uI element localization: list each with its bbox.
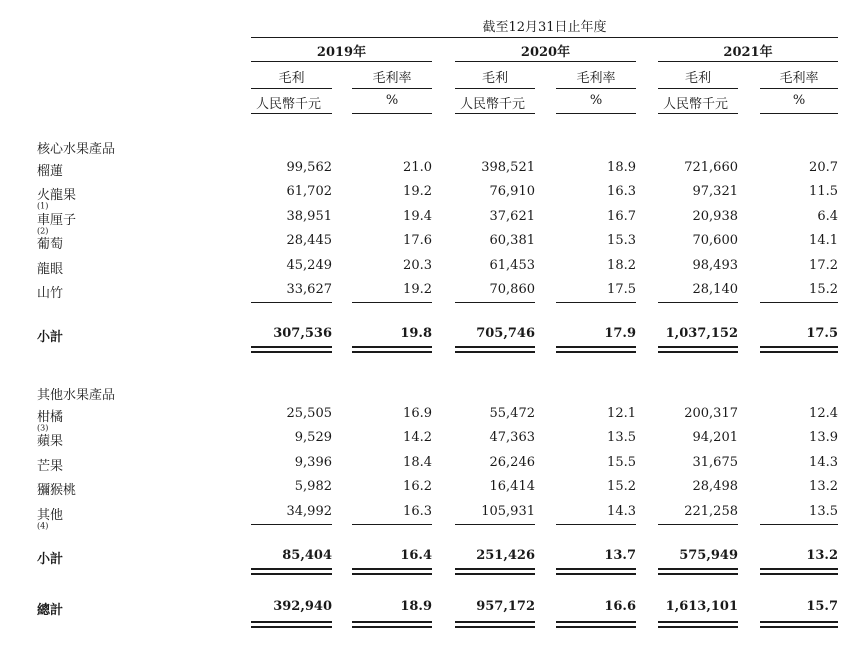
margin-cell: 11.5 <box>809 184 838 200</box>
margin-cell: 13.7 <box>604 548 636 563</box>
margin-cell: 13.5 <box>607 430 636 446</box>
margin-cell: 18.9 <box>400 599 432 614</box>
footnote-marker: (2) <box>37 226 49 236</box>
subtotal-top-rule <box>455 524 535 525</box>
margin-cell: 15.3 <box>607 233 636 249</box>
total-double-rule <box>455 621 535 623</box>
subtotal-double-rule <box>556 346 636 348</box>
subtotal-double-rule <box>352 568 432 570</box>
total-double-rule <box>658 626 738 628</box>
gross-profit-cell: 16,414 <box>489 479 535 495</box>
margin-cell: 16.6 <box>604 599 636 614</box>
gross-profit-cell: 721,660 <box>684 160 738 175</box>
margin-cell: 18.9 <box>607 160 636 175</box>
margin-cell: 14.3 <box>607 503 636 519</box>
margin-cell: 15.5 <box>607 454 636 470</box>
margin-cell: 18.2 <box>607 257 636 273</box>
margin-cell: 17.6 <box>403 233 432 249</box>
product-name: 榴蓮 <box>37 164 64 179</box>
year-heading: 2020年 <box>520 45 571 60</box>
gross-profit-cell: 9,396 <box>294 454 332 470</box>
total-double-rule <box>760 621 838 623</box>
subtotal-double-rule <box>556 568 636 570</box>
margin-cell: 20.7 <box>809 160 838 175</box>
margin-cell: 20.3 <box>403 257 432 273</box>
gross-profit-cell: 575,949 <box>679 548 738 563</box>
margin-cell: 13.2 <box>809 479 838 495</box>
product-name: 其他 <box>37 507 64 523</box>
subtotal-double-rule <box>658 346 738 348</box>
subtotal-top-rule <box>251 524 332 525</box>
gross-profit-cell: 34,992 <box>286 503 332 519</box>
gross-profit-cell: 61,702 <box>286 184 332 200</box>
gross-profit-cell: 200,317 <box>684 406 738 421</box>
gross-profit-cell: 47,363 <box>489 430 535 446</box>
margin-cell: 17.5 <box>607 282 636 297</box>
product-name: 獼猴桃 <box>37 483 77 499</box>
column-header-rule <box>658 88 738 89</box>
gross-profit-cell: 60,381 <box>489 233 535 249</box>
margin-column-header: 毛利率 <box>372 71 412 86</box>
subtotal-double-rule <box>251 573 332 575</box>
unit-rmb-thousand: 人民幣千元 <box>460 97 526 112</box>
total-double-rule <box>352 621 432 623</box>
margin-cell: 12.4 <box>809 406 838 421</box>
subtotal-double-rule <box>760 351 838 353</box>
total-double-rule <box>251 621 332 623</box>
margin-cell: 13.9 <box>809 430 838 446</box>
margin-cell: 16.2 <box>403 479 432 495</box>
subtotal-top-rule <box>658 302 738 303</box>
gross-profit-cell: 85,404 <box>282 548 332 563</box>
subtotal-top-rule <box>352 524 432 525</box>
subtotal-top-rule <box>455 302 535 303</box>
margin-cell: 15.7 <box>806 599 838 614</box>
margin-column-header: 毛利率 <box>779 71 819 86</box>
subtotal-top-rule <box>760 302 838 303</box>
gross-profit-cell: 25,505 <box>286 406 332 421</box>
product-name: 車厘子 <box>37 212 77 228</box>
gross-profit-cell: 55,472 <box>489 406 535 421</box>
gross-profit-cell: 251,426 <box>476 548 535 563</box>
subtotal-double-rule <box>658 568 738 570</box>
gross-profit-cell: 38,951 <box>286 208 332 224</box>
footnote-marker: (4) <box>37 521 49 531</box>
total-label: 總計 <box>37 603 64 618</box>
subtotal-double-rule <box>658 351 738 353</box>
gross-profit-cell: 70,600 <box>692 233 738 249</box>
margin-cell: 12.1 <box>607 406 636 421</box>
subtotal-top-rule <box>352 302 432 303</box>
margin-cell: 16.3 <box>607 184 636 200</box>
year-rule <box>455 61 636 62</box>
gross-profit-cell: 307,536 <box>273 326 332 341</box>
margin-cell: 13.2 <box>806 548 838 563</box>
subtotal-label: 小計 <box>37 330 64 345</box>
subtotal-double-rule <box>455 568 535 570</box>
footnote-marker: (3) <box>37 423 49 433</box>
unit-percent: % <box>385 93 399 108</box>
gross-profit-cell: 957,172 <box>476 599 535 614</box>
subtotal-top-rule <box>556 524 636 525</box>
margin-cell: 14.1 <box>809 233 838 249</box>
product-name: 山竹 <box>37 286 64 301</box>
margin-cell: 15.2 <box>809 282 838 297</box>
gross-profit-cell: 70,860 <box>489 282 535 297</box>
subtotal-double-rule <box>658 573 738 575</box>
gross-profit-cell: 1,613,101 <box>665 599 738 614</box>
gross-profit-column-header: 毛利 <box>481 71 508 86</box>
column-header-rule <box>455 88 535 89</box>
margin-cell: 19.2 <box>403 184 432 200</box>
gross-profit-cell: 20,938 <box>692 208 738 224</box>
total-double-rule <box>556 626 636 628</box>
subtotal-double-rule <box>760 573 838 575</box>
unit-rmb-thousand: 人民幣千元 <box>663 97 729 112</box>
margin-cell: 19.2 <box>403 282 432 297</box>
unit-rule <box>352 113 432 114</box>
subtotal-double-rule <box>352 346 432 348</box>
margin-cell: 6.4 <box>817 208 838 224</box>
margin-cell: 16.3 <box>403 503 432 519</box>
gross-profit-cell: 76,910 <box>489 184 535 200</box>
gross-profit-cell: 9,529 <box>294 430 332 446</box>
total-double-rule <box>455 626 535 628</box>
gross-profit-cell: 28,445 <box>286 233 332 249</box>
gross-profit-cell: 105,931 <box>481 503 535 519</box>
product-name: 龍眼 <box>37 261 64 277</box>
column-header-rule <box>251 88 332 89</box>
total-double-rule <box>658 621 738 623</box>
subtotal-double-rule <box>760 568 838 570</box>
section-title: 核心水果產品 <box>37 142 116 157</box>
subtotal-double-rule <box>455 573 535 575</box>
period-heading: 截至12月31日止年度 <box>482 20 607 35</box>
subtotal-double-rule <box>251 568 332 570</box>
subtotal-double-rule <box>556 573 636 575</box>
margin-cell: 16.7 <box>607 208 636 224</box>
subtotal-top-rule <box>251 302 332 303</box>
margin-cell: 16.9 <box>403 406 432 421</box>
gross-profit-cell: 705,746 <box>476 326 535 341</box>
product-name: 葡萄 <box>37 237 64 253</box>
subtotal-top-rule <box>556 302 636 303</box>
unit-rule <box>658 113 738 114</box>
product-name-with-note <box>37 504 63 538</box>
unit-percent: % <box>589 93 603 108</box>
product-name: 芒果 <box>37 458 64 474</box>
margin-cell: 16.4 <box>400 548 432 563</box>
margin-cell: 19.8 <box>400 326 432 341</box>
product-name: 火龍果 <box>37 188 77 204</box>
gross-profit-cell: 28,498 <box>692 479 738 495</box>
subtotal-double-rule <box>251 346 332 348</box>
margin-cell: 13.5 <box>809 503 838 519</box>
margin-cell: 19.4 <box>403 208 432 224</box>
product-name: 柑橘 <box>37 410 64 425</box>
gross-profit-cell: 5,982 <box>294 479 332 495</box>
column-header-rule <box>760 88 838 89</box>
product-name: 蘋果 <box>37 434 64 450</box>
margin-cell: 18.4 <box>403 454 432 470</box>
margin-cell: 21.0 <box>403 160 432 175</box>
margin-cell: 14.2 <box>403 430 432 446</box>
margin-cell: 17.9 <box>604 326 636 341</box>
total-double-rule <box>760 626 838 628</box>
column-header-rule <box>556 88 636 89</box>
unit-rmb-thousand: 人民幣千元 <box>256 97 322 112</box>
year-rule <box>251 61 432 62</box>
subtotal-top-rule <box>760 524 838 525</box>
year-heading: 2021年 <box>723 45 773 60</box>
gross-profit-cell: 37,621 <box>489 208 535 224</box>
gross-profit-cell: 45,249 <box>286 257 332 273</box>
gross-profit-cell: 1,037,152 <box>665 326 738 341</box>
total-double-rule <box>352 626 432 628</box>
header-rule <box>251 37 838 38</box>
unit-percent: % <box>792 93 806 108</box>
margin-cell: 17.5 <box>806 326 838 341</box>
section-title: 其他水果產品 <box>37 388 116 403</box>
gross-profit-cell: 33,627 <box>286 282 332 297</box>
unit-rule <box>556 113 636 114</box>
gross-profit-cell: 398,521 <box>481 160 535 175</box>
margin-cell: 14.3 <box>809 454 838 470</box>
margin-cell: 17.2 <box>809 257 838 273</box>
gross-profit-cell: 94,201 <box>692 430 738 446</box>
margin-column-header: 毛利率 <box>576 71 616 86</box>
subtotal-double-rule <box>455 346 535 348</box>
gross-profit-column-header: 毛利 <box>278 71 305 86</box>
year-heading: 2019年 <box>316 45 367 60</box>
column-header-rule <box>352 88 432 89</box>
subtotal-double-rule <box>556 351 636 353</box>
gross-profit-cell: 26,246 <box>489 454 535 470</box>
subtotal-double-rule <box>352 351 432 353</box>
subtotal-double-rule <box>352 573 432 575</box>
footnote-marker: (1) <box>37 202 49 212</box>
gross-profit-cell: 97,321 <box>692 184 738 200</box>
gross-profit-column-header: 毛利 <box>684 71 711 86</box>
subtotal-double-rule <box>455 351 535 353</box>
subtotal-top-rule <box>658 524 738 525</box>
subtotal-double-rule <box>760 346 838 348</box>
unit-rule <box>251 113 332 114</box>
margin-cell: 15.2 <box>607 479 636 495</box>
gross-profit-cell: 392,940 <box>273 599 332 614</box>
unit-rule <box>760 113 838 114</box>
year-rule <box>658 61 838 62</box>
gross-profit-cell: 98,493 <box>692 257 738 273</box>
gross-profit-cell: 221,258 <box>684 503 738 519</box>
gross-profit-cell: 61,453 <box>489 257 535 273</box>
total-double-rule <box>556 621 636 623</box>
unit-rule <box>455 113 535 114</box>
gross-profit-cell: 31,675 <box>692 454 738 470</box>
subtotal-double-rule <box>251 351 332 353</box>
gross-profit-cell: 99,562 <box>286 160 332 175</box>
gross-profit-cell: 28,140 <box>692 282 738 297</box>
subtotal-label: 小計 <box>37 552 64 567</box>
total-double-rule <box>251 626 332 628</box>
